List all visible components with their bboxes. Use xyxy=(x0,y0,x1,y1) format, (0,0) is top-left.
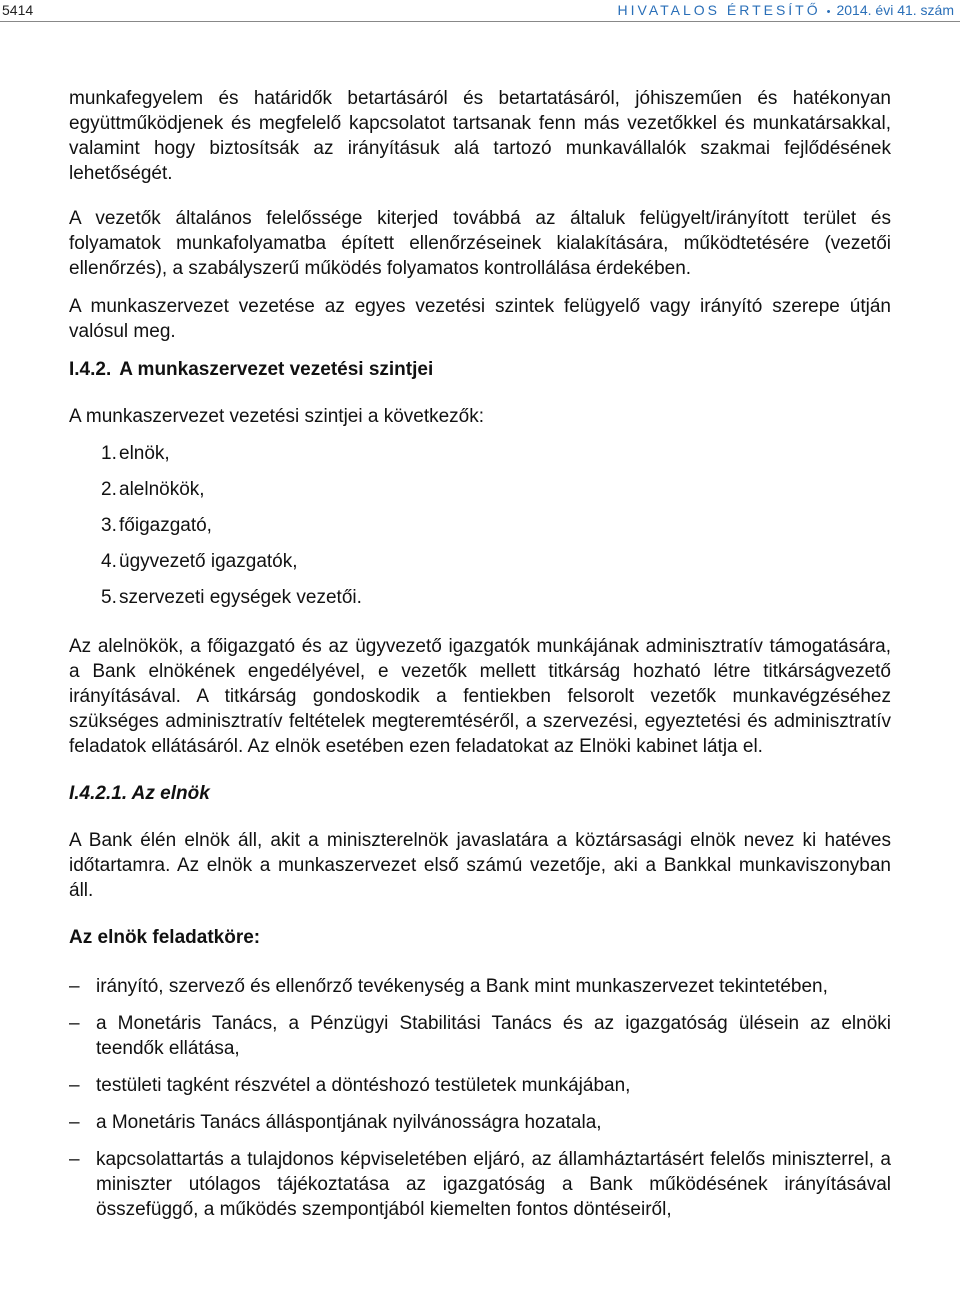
page-number: 5414 xyxy=(2,2,34,18)
document-body xyxy=(69,86,891,1234)
levels-list xyxy=(69,441,891,621)
paragraph-continuation: munkafegyelem és határidők betartásáról és betartatásáról, jóhiszeműen és hatékonyan együttműködjenek és megfelelő kapcsolatot tartsanak fenn más vezetőkkel és munkatársakkal, valamint hogy biztosítsák az irányításuk alá tartozó munkavállalók szakmai fejlődésének lehetőségét. xyxy=(69,88,891,184)
list-item: 3. főigazgató, xyxy=(101,515,212,536)
section-title: A munkaszervezet vezetési szintjei xyxy=(119,359,434,380)
section-number: I.4.2. xyxy=(69,359,112,380)
list-item: – a Monetáris Tanács álláspontjának nyilvánosságra hozatala, xyxy=(69,1112,602,1133)
dash-bullet: – xyxy=(69,1075,80,1096)
list-item: 5. szervezeti egységek vezetői. xyxy=(101,587,362,608)
issue-number: 2014. évi 41. szám xyxy=(836,2,954,18)
dash-bullet: – xyxy=(69,1149,80,1170)
levels-intro: A munkaszervezet vezetési szintjei a következők: xyxy=(69,406,485,427)
section-heading-president: I.4.2.1. Az elnök xyxy=(69,783,210,804)
list-item: 1. elnök, xyxy=(101,443,170,464)
dash-bullet: – xyxy=(69,1112,80,1133)
list-item: – testületi tagként részvétel a döntéshozó testületek munkájában, xyxy=(69,1075,631,1096)
publication-info xyxy=(618,0,954,23)
list-item: – a Monetáris Tanács, a Pénzügyi Stabilitási Tanács és az igazgatóság ülésein az elnöki teendők ellátása, xyxy=(69,1013,891,1059)
duties-list xyxy=(69,974,891,1222)
paragraph-president: A Bank élén elnök áll, akit a miniszterelnök javaslatára a köztársasági elnök nevez ki hatéves időtartamra. Az elnök a munkaszervezet első számú vezetője, aki a Bankkal munkaviszonyban áll. xyxy=(69,830,891,901)
running-header xyxy=(0,0,960,22)
header-separator: • xyxy=(826,6,831,18)
duties-heading: Az elnök feladatköre: xyxy=(69,927,261,948)
list-item: – kapcsolattartás a tulajdonos képviseletében eljáró, az államháztartásért felelős miniszterrel, a miniszter utólagos tájékoztatása az igazgatóság a Bank működésének irányításával összefüggő, a működés szempontjából kiemelten fontos döntéseiről, xyxy=(69,1149,891,1220)
list-item: 4. ügyvezető igazgatók, xyxy=(101,551,298,572)
paragraph-management: A munkaszervezet vezetése az egyes vezetési szintek felügyelő vagy irányító szerepe útján valósul meg. xyxy=(69,296,891,342)
dash-bullet: – xyxy=(69,1013,80,1034)
paragraph-secretariat: Az alelnökök, a főigazgató és az ügyvezető igazgatók munkájának adminisztratív támogatására, a Bank elnökének engedélyével, e vezetők mellett titkárság hozható létre titkárságvezető irányításával. A titkárság gondoskodik a fentiekben felsorolt vezetők munkavégzéséhez szükséges adminisztratív feltételek megteremtéséről, a szervezési, egyeztetési és adminisztratív feladatok ellátásáról. Az elnök esetében ezen feladatokat az Elnöki kabinet látja el. xyxy=(69,636,891,757)
list-item: 2. alelnökök, xyxy=(101,479,205,500)
publication-name: HIVATALOS ÉRTESÍTŐ xyxy=(617,2,821,18)
paragraph-responsibility: A vezetők általános felelőssége kiterjed továbbá az általuk felügyelt/irányított terület és folyamatok munkafolyamatba épített ellenőrzéseinek kialakítására, működtetésére (vezetői ellenőrzés), a szabályszerű működés folyamatos kontrollálása érdekében. xyxy=(69,208,891,279)
list-item: – irányító, szervező és ellenőrző tevékenység a Bank mint munkaszervezet tekintetében, xyxy=(69,976,828,997)
dash-bullet: – xyxy=(69,976,80,997)
section-heading-levels xyxy=(69,357,891,382)
